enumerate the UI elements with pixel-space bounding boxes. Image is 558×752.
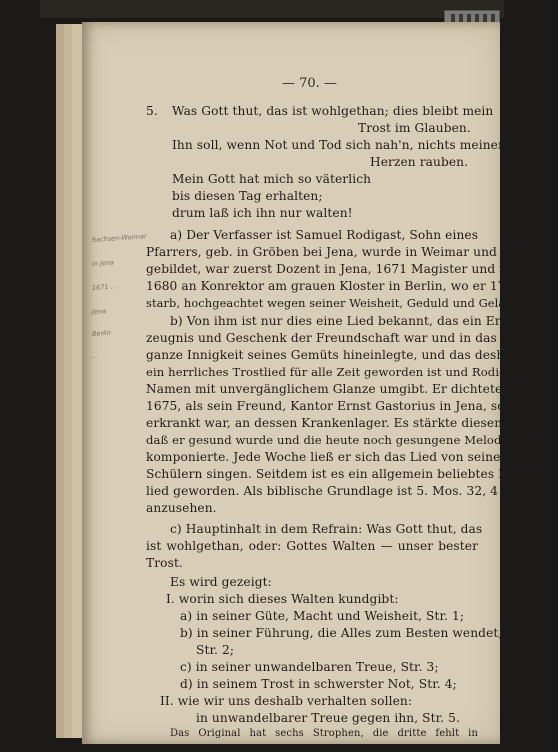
outline-item: II. wie wir uns deshalb verhalten sollen:: [160, 694, 413, 708]
margin-note: Berlin: [91, 328, 112, 338]
verse-line: Herzen rauben.: [370, 155, 469, 169]
paragraph-line: 1680 an Konrektor am grauen Kloster in Berlin, wo er 1708: [146, 279, 522, 293]
margin-note: in Jena: [91, 258, 115, 268]
verse-line: Ihn soll, wenn Not und Tod sich nah'n, nichts meinem: [172, 138, 510, 152]
outline-item: Str. 2;: [196, 643, 235, 657]
paragraph-line: Schülern singen. Seitdem ist es ein allgemein beliebtes Kirchen-: [146, 467, 552, 481]
verse-line: Was Gott thut, das ist wohlgethan; dies bleibt mein: [172, 104, 494, 118]
page-number: — 70. —: [282, 76, 337, 91]
paragraph-line: ist wohlgethan, oder: Gottes Walten — unser bester: [146, 539, 478, 553]
paragraph-line: Namen mit unvergänglichem Glanze umgibt. Er dichtete es: [146, 382, 520, 396]
verse-line: Mein Gott hat mich so väterlich: [172, 172, 372, 186]
verse-line: bis diesen Tag erhalten;: [172, 189, 323, 203]
paragraph-line: starb, hochgeachtet wegen seiner Weisheit, Geduld und Gelassenheit.: [146, 296, 558, 310]
paragraph-line: a) Der Verfasser ist Samuel Rodigast, Sohn eines: [170, 228, 479, 242]
paragraph-line: lied geworden. Als biblische Grundlage ist 5. Mos. 32, 4: [146, 484, 499, 498]
margin-note: Sachsen-Weimar: [91, 232, 147, 244]
paragraph-line: gebildet, war zuerst Dozent in Jena, 1671 Magister und von: [146, 262, 522, 276]
paragraph-line: erkrankt war, an dessen Krankenlager. Es stärkte diesen so,: [146, 416, 524, 430]
verse-line: Trost im Glauben.: [358, 121, 471, 135]
paragraph-line: Pfarrers, geb. in Gröben bei Jena, wurde in Weimar und Jena: [146, 245, 529, 259]
paragraph-line: 1675, als sein Freund, Kantor Ernst Gastorius in Jena, schwer: [146, 399, 536, 413]
paragraph-line: komponierte. Jede Woche ließ er sich das Lied von seinen: [146, 450, 509, 464]
paragraph-line: anzusehen.: [146, 501, 217, 515]
verse-number: 5.: [146, 104, 158, 118]
outline-item: d) in seinem Trost in schwerster Not, Str. 4;: [180, 677, 457, 691]
margin-note: Jena: [91, 307, 107, 316]
paragraph-line: ein herrliches Trostlied für alle Zeit geworden ist und Rodigast's: [146, 365, 534, 379]
paragraph-line: c) Hauptinhalt in dem Refrain: Was Gott thut, das: [170, 522, 483, 536]
paragraph-line: zeugnis und Geschenk der Freundschaft war und in das er die: [146, 331, 538, 345]
paragraph-line: Trost.: [146, 556, 183, 570]
outline-item: in unwandelbarer Treue gegen ihn, Str. 5.: [196, 711, 460, 725]
paragraph-line: ganze Innigkeit seines Gemüts hineinlegte, und das deshalb: [146, 348, 524, 362]
outline-item: a) in seiner Güte, Macht und Weisheit, Str. 1;: [180, 609, 465, 623]
book-cover-edge: [40, 0, 504, 18]
paragraph-line: b) Von ihm ist nur dies eine Lied bekannt, das ein Er-: [170, 314, 505, 328]
outline-intro: Es wird gezeigt:: [170, 575, 272, 589]
outline-item: c) in seiner unwandelbaren Treue, Str. 3;: [180, 660, 439, 674]
paragraph-line: Das Original hat sechs Strophen, die dritte fehlt in: [170, 728, 478, 739]
verse-line: drum laß ich ihn nur walten!: [172, 206, 353, 220]
outline-item: b) in seiner Führung, die Alles zum Besten wendet,: [180, 626, 503, 640]
margin-note: 1671 ...: [91, 282, 118, 292]
paragraph-line: daß er gesund wurde und die heute noch gesungene Melodie dazu: [146, 433, 545, 447]
outline-item: I. worin sich dieses Walten kundgibt:: [166, 592, 399, 606]
margin-note: ...: [91, 351, 99, 360]
